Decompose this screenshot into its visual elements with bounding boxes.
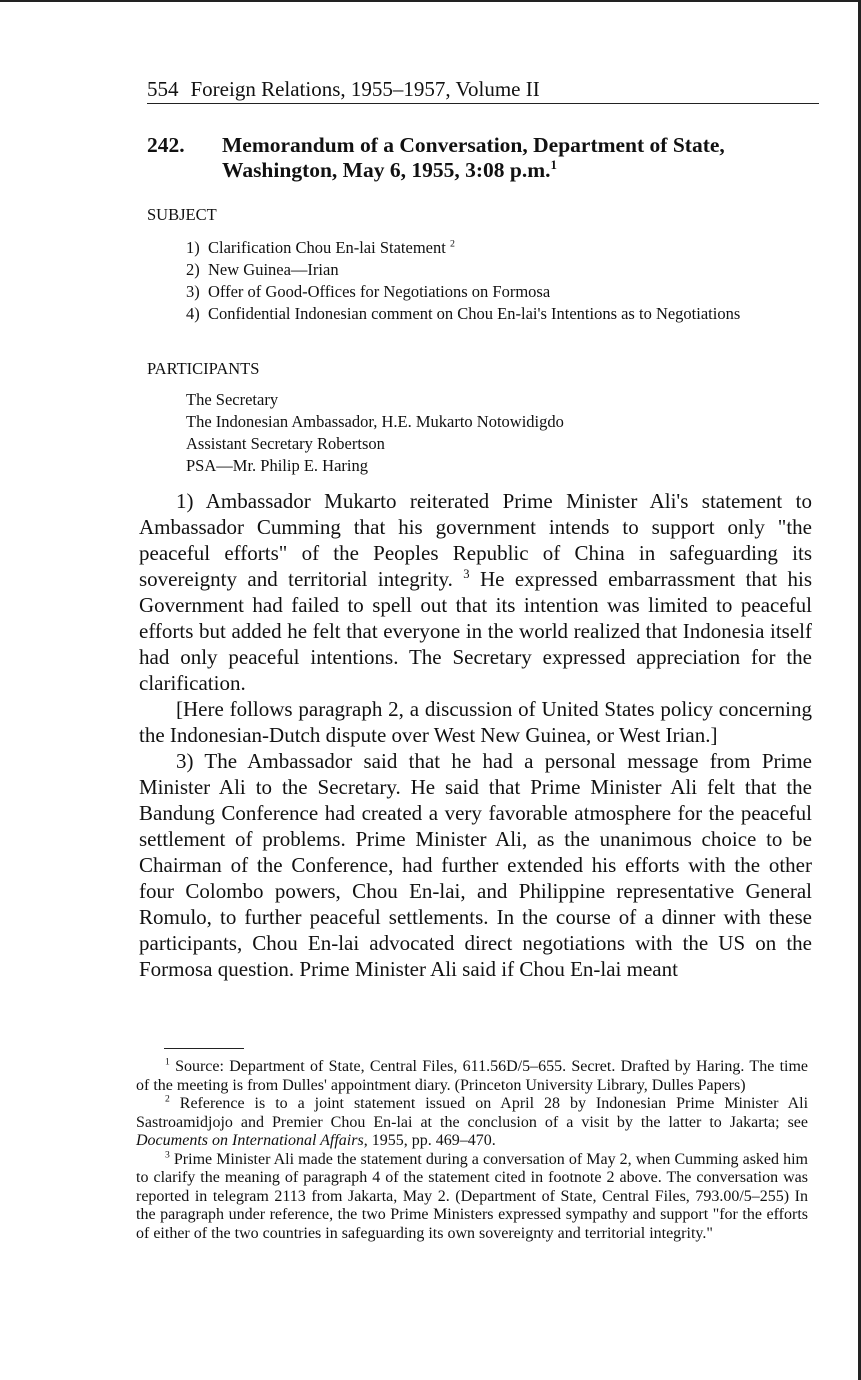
page-number: 554 [147, 77, 179, 101]
footnote-2: $^2$ Reference is to a joint statement issued on April 28 by Indonesian Prime Minister Ali Sastroamidjojo and Premier Chou En-lai at the conclusion of a visit by the latter to Jakarta; see Documents on International Affairs, 1955, pp. 469–470. [136, 1093, 809, 1149]
subject-item-number: 2) [186, 260, 200, 279]
subject-list [186, 237, 818, 323]
subject-item-text: Offer of Good-Offices for Negotiations on Formosa [208, 282, 551, 301]
participant-list [186, 389, 818, 477]
body-paragraph-1: 1) Ambassador Mukarto reiterated Prime Minister Ali's statement to Ambassador Cumming that his government intends to support only "the peaceful efforts" of the Peoples Republic of China in safeguarding its sovereignty and territorial integrity. $^3$ He expressed embarrassment that his Government had failed to spell out that its intention was limited to peaceful efforts but added he felt that everyone in the world realized that Indonesia itself had only peaceful intentions. The Secretary expressed appreciation for the clarification. [139, 489, 812, 695]
subject-item-number: 1) [186, 238, 200, 257]
document-title-line-1: Memorandum of a Conversation, Department of State, [222, 133, 725, 157]
document-heading [147, 133, 819, 183]
body-paragraph-2: [Here follows paragraph 2, a discussion of United States policy concerning the Indonesian-Dutch dispute over West New Guinea, or West Irian.] [139, 697, 812, 747]
subject-item [186, 281, 818, 303]
document-number: 242. [147, 133, 185, 157]
cited-publication: Documents on International Affairs [136, 1132, 364, 1149]
footnote-ref-2: 2 [449, 238, 455, 250]
memorandum-body [139, 488, 812, 982]
document-title-line-2: Washington, May 6, 1955, 3:08 p.m. [222, 158, 551, 182]
document-title [222, 133, 819, 183]
subject-item-text: New Guinea—Irian [208, 260, 339, 279]
participant: The Secretary [186, 390, 279, 409]
subject-item [186, 259, 818, 281]
footnote-1: $^1$ Source: Department of State, Central Files, 611.56D/5–655. Secret. Drafted by Haring. The time of the meeting is from Dulles' appointment diary. (Princeton University Library, Dulles Papers) [136, 1056, 809, 1094]
body-paragraph-3: 3) The Ambassador said that he had a personal message from Prime Minister Ali to the Secretary. He said that Prime Minister Ali felt that the Bandung Conference had created a very favorable atmosphere for the peaceful settlement of problems. Prime Minister Ali, as the unanimous choice to be Chairman of the Conference, had further extended his efforts with the other four Colombo powers, Chou En-lai, and Philippine representative General Romulo, to further peaceful settlements. In the course of a dinner with these participants, Chou En-lai advocated direct negotiations with the US on the Formosa question. Prime Minister Ali said if Chou En-lai meant [139, 749, 812, 981]
subject-item-number: 3) [186, 282, 200, 301]
subject-item-text: Clarification Chou En-lai Statement [208, 238, 446, 257]
footnote-divider [164, 1048, 244, 1049]
footnote-mark: 3 [165, 1149, 170, 1161]
subject-item-number: 4) [186, 304, 200, 323]
subject-item [186, 303, 818, 323]
footnote-mark: 1 [165, 1056, 170, 1068]
running-head [147, 76, 819, 104]
participant: The Indonesian Ambassador, H.E. Mukarto Notowidigdo [186, 412, 564, 431]
footnote-mark: 2 [165, 1093, 170, 1105]
scan-top-edge [0, 0, 861, 2]
subject-label: SUBJECT [147, 205, 217, 224]
footnote-ref-3: 3 [463, 567, 470, 581]
subject-item-text: Confidential Indonesian comment on Chou En-lai's Intentions as to Negotiations [208, 304, 741, 323]
footnotes [136, 1058, 808, 1243]
footnote-ref-1: 1 [550, 157, 557, 172]
participant: Assistant Secretary Robertson [186, 434, 385, 453]
publication-title: Foreign Relations, 1955–1957, Volume II [190, 77, 540, 101]
footnote-3: $^3$ Prime Minister Ali made the statement during a conversation of May 2, when Cumming asked him to clarify the meaning of paragraph 4 of the statement cited in footnote 2 above. The conversation was reported in telegram 2113 from Jakarta, May 2. (Department of State, Central Files, 793.00/5–255) In the paragraph under reference, the two Prime Ministers expressed sympathy and support "for the efforts of either of the two countries in safeguarding its own sovereignty and territorial integrity." [136, 1149, 808, 1242]
subject-item [186, 237, 818, 259]
participants-label: PARTICIPANTS [147, 359, 260, 378]
participant: PSA—Mr. Philip E. Haring [186, 456, 368, 475]
